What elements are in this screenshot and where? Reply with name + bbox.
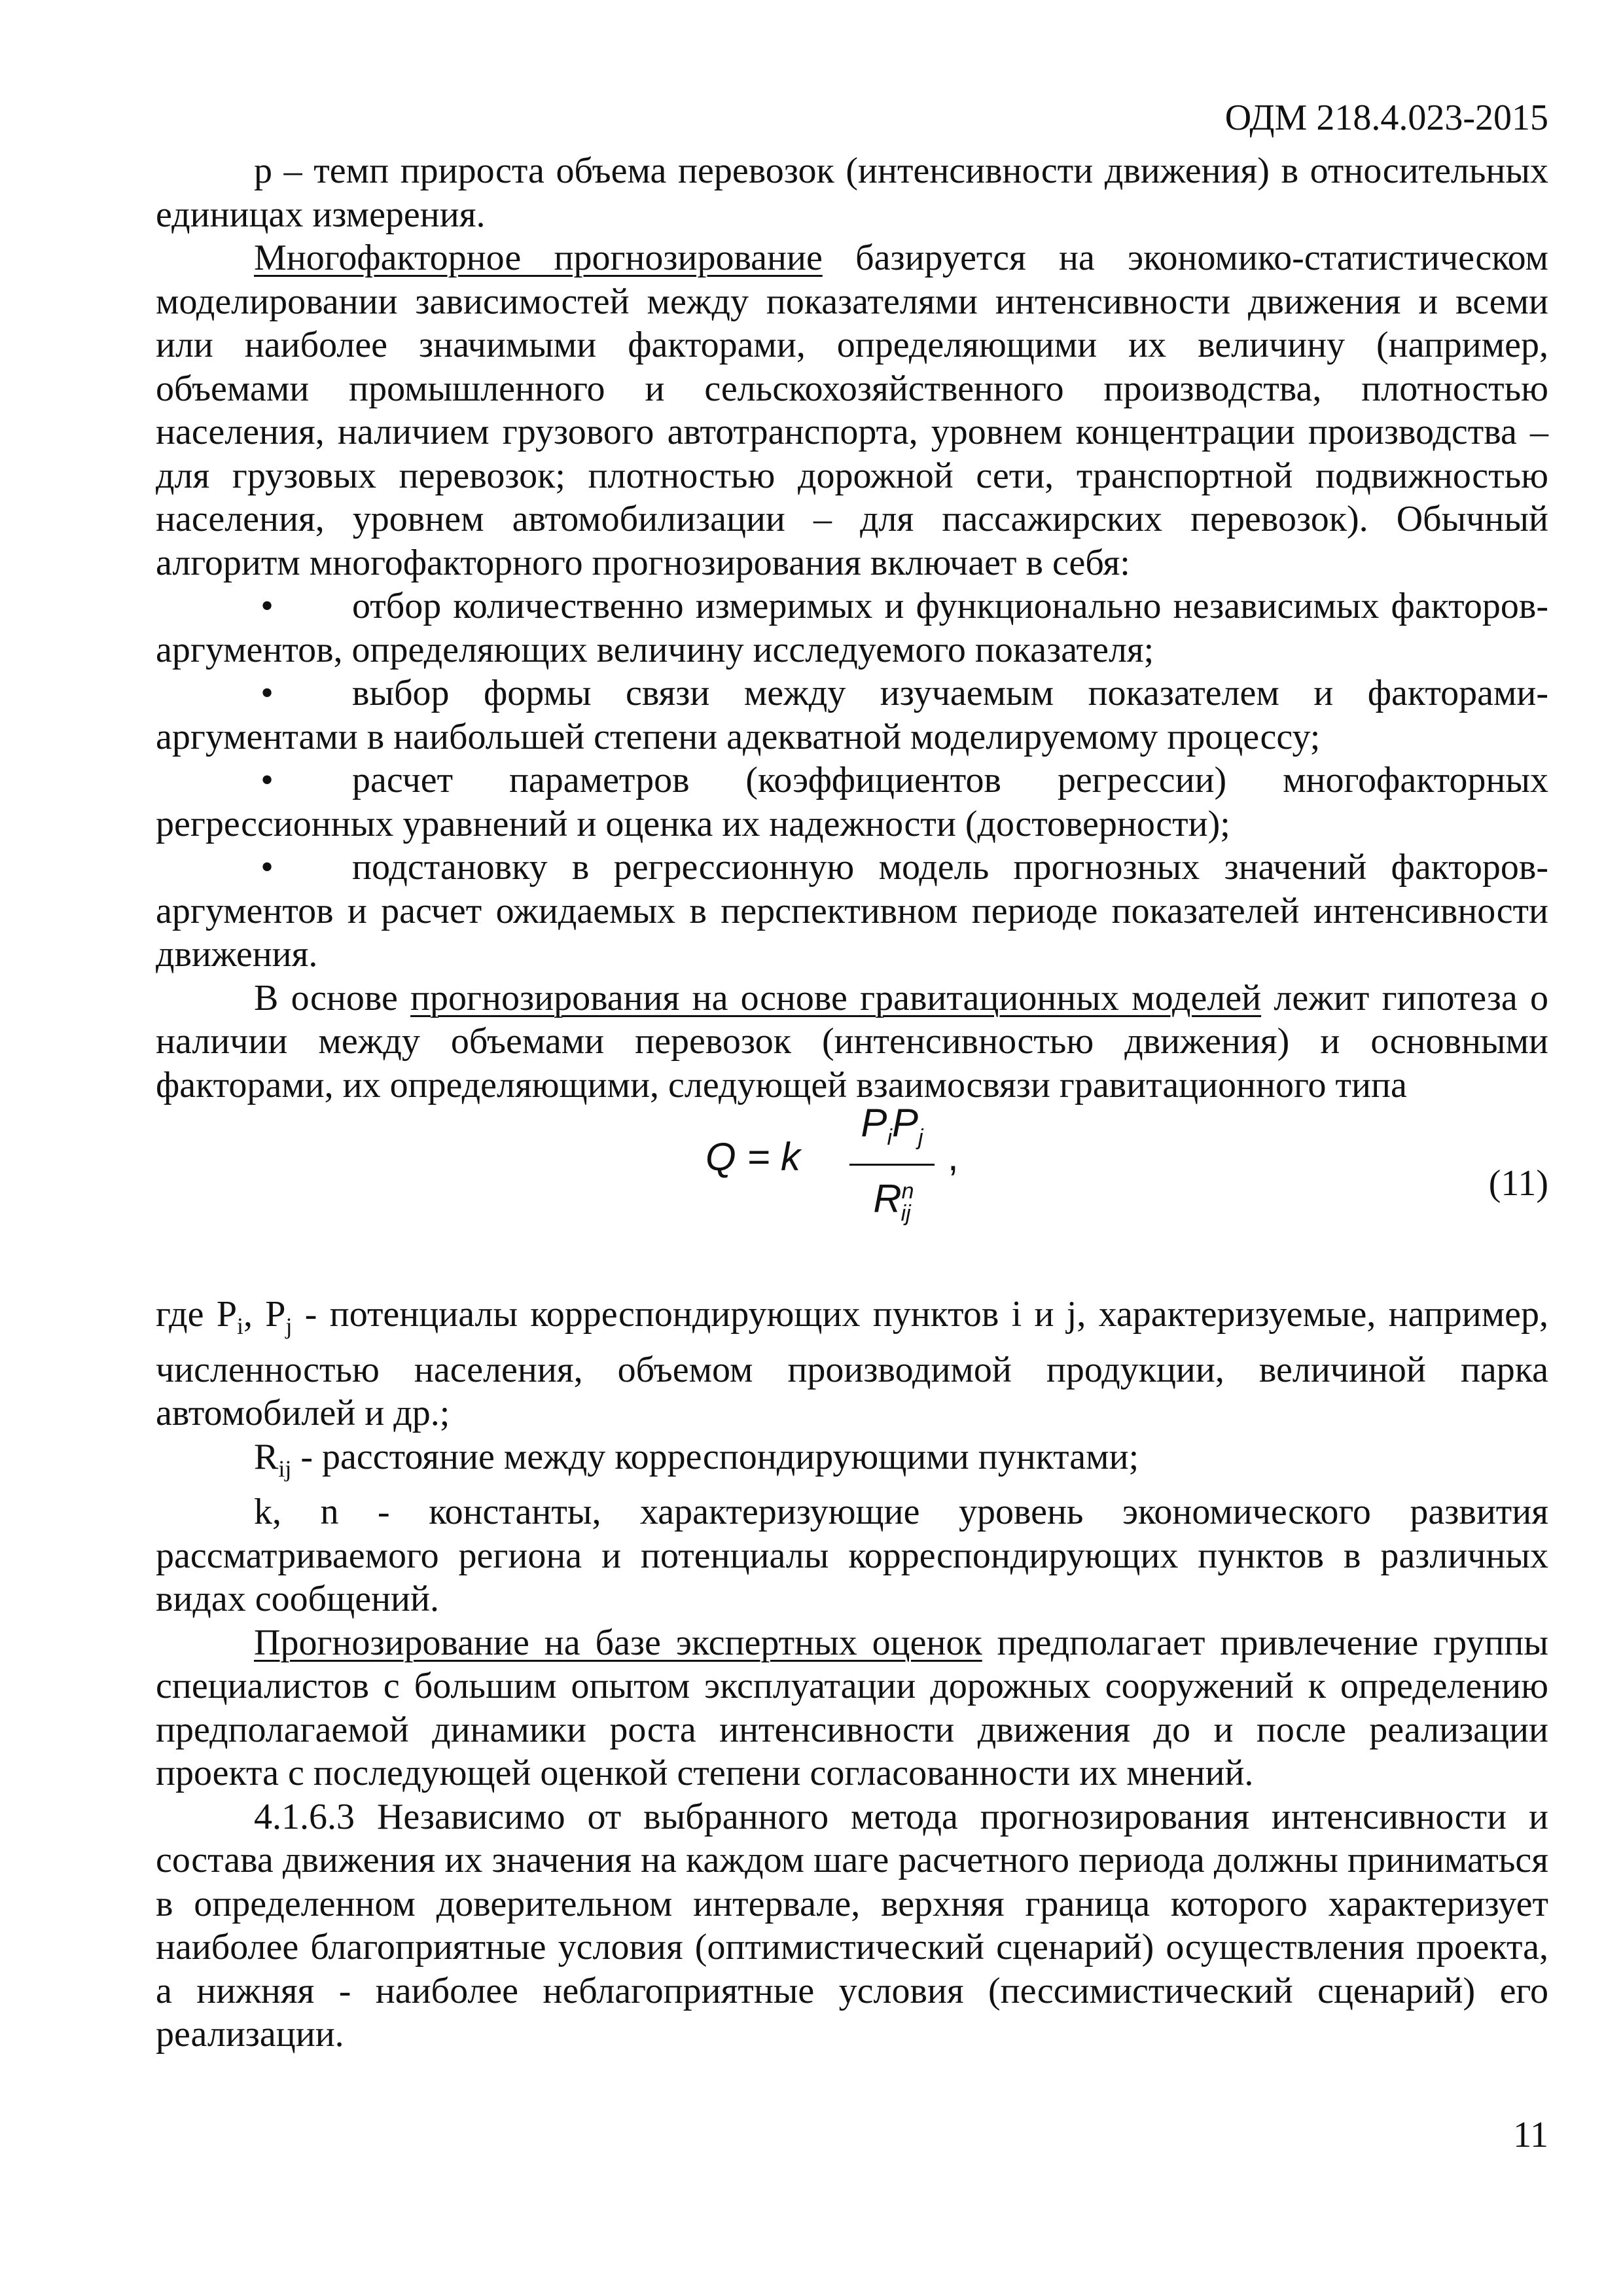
formula-block <box>156 1101 1548 1273</box>
list-item-text: отбор количественно измеримых и функционально независимых факторов-аргументов, определяющих величину исследуемого показателя; <box>156 586 1548 670</box>
list-item-text: расчет параметров (коэффициентов регрессии) многофакторных регрессионных уравнений и оценка их надежности (достоверности); <box>156 760 1548 844</box>
formula-comma: , <box>948 1135 959 1179</box>
p-definition: р – темп прироста объема перевозок (интенсивности движения) в относительных единицах измерения. <box>156 151 1548 235</box>
paragraph-expert <box>156 1621 1548 1795</box>
list-item <box>156 759 1548 846</box>
heading-multifactor: Многофакторное прогнозирование <box>254 238 823 278</box>
sub-j: j <box>285 1313 293 1340</box>
list-item <box>156 584 1548 672</box>
heading-gravity: прогнозирования на основе гравитационных моделей <box>410 977 1262 1018</box>
paragraph-multifactor <box>156 236 1548 584</box>
formula-lhs: Q = k <box>705 1135 801 1179</box>
paragraph-rij <box>156 1435 1548 1491</box>
text-multifactor: базируется на экономико-статистическом моделировании зависимостей между показателями интенсивности движения и всеми или наиболее значимыми факторами, определяющими их величину (например, объемами промышленного и сельскохозяйственного производства, плотностью населения, наличием грузового автотранспорта, уровнем концентрации производства – для грузовых перевозок; плотностью дорожной сети, транспортной подвижностью населения, уровнем автомобилизации – для пассажирских перевозок). Обычный алгоритм многофакторного прогнозирования включает в себя: <box>156 238 1548 583</box>
text-where-pi: где P <box>156 1294 237 1335</box>
text-where-pj: , P <box>243 1294 286 1335</box>
sub-ij: ij <box>278 1455 292 1482</box>
paragraph-section-4-1-6-3: 4.1.6.3 Независимо от выбранного метода прогнозирования интенсивности и состава движения их значения на каждом шаге расчетного периода должны приниматься в определенном доверительном интервале, верхняя граница которого характеризует наиболее благоприятные условия (оптимистический сценарий) осуществления проекта, а нижняя - наиболее неблагоприятные условия (пессимистический сценарий) его реализации. <box>156 1796 1548 2055</box>
formula-denominator <box>849 1166 935 1236</box>
bullet-icon: • <box>260 673 274 713</box>
text-where: - потенциалы корреспондирующих пунктов i и j, характеризуемые, например, численностью населения, объемом производимой продукции, величиной парка автомобилей и др.; <box>156 1294 1548 1434</box>
formula-p2: P <box>892 1101 919 1145</box>
paragraph-gravity <box>156 977 1548 1107</box>
equation-number: (11) <box>1488 1163 1548 1204</box>
text-rij-rest: - расстояние между корреспондирующими пунктами; <box>291 1436 1139 1477</box>
heading-expert: Прогнозирование на базе экспертных оценок <box>254 1622 982 1663</box>
page-body <box>156 149 1548 2056</box>
text-rij: R <box>254 1436 279 1477</box>
formula-r-sup: n <box>901 1178 914 1204</box>
formula-r: R <box>873 1176 902 1221</box>
text-gravity: лежит гипотеза о наличии между объемами перевозок (интенсивностью движения) и основными факторами, их определяющими, следующей взаимосвязи гравитационного типа <box>156 977 1549 1105</box>
sub-i: i <box>236 1313 243 1340</box>
paragraph-kn: k, n - константы, характеризующие уровень экономического развития рассматриваемого региона и потенциалы корреспондирующих пунктов в различных видах сообщений. <box>156 1492 1548 1620</box>
list-item <box>156 672 1548 759</box>
formula-numerator <box>849 1102 935 1166</box>
page-number: 11 <box>1513 2115 1548 2155</box>
formula-p2-sub: j <box>918 1125 923 1150</box>
bullet-icon: • <box>260 586 274 626</box>
formula-11 <box>705 1101 959 1226</box>
text-gravity-pre: В основе <box>254 977 411 1018</box>
list-item-text: подстановку в регрессионную модель прогнозных значений факторов-аргументов и расчет ожидаемых в перспективном периоде показателей интенсивности движения. <box>156 847 1548 975</box>
text-expert: предполагает привлечение группы специалистов с большим опытом эксплуатации дорожных сооружений к определению предполагаемой динамики роста интенсивности движения до и после реализации проекта с последующей оценкой степени согласованности их мнений. <box>156 1622 1548 1794</box>
bullet-icon: • <box>260 760 274 800</box>
formula-p1: P <box>861 1101 887 1145</box>
formula-fraction <box>849 1102 935 1235</box>
list-item-text: выбор формы связи между изучаемым показателем и факторами- аргументами в наибольшей степени адекватной моделируемому процессу; <box>156 673 1548 757</box>
list-item <box>156 846 1548 977</box>
bullet-icon: • <box>260 847 274 888</box>
formula-p1-sub: i <box>887 1125 892 1150</box>
document-code: ОДМ 218.4.023-2015 <box>1224 98 1548 138</box>
paragraph-where <box>156 1293 1548 1435</box>
formula-r-sub: ij <box>901 1200 911 1226</box>
